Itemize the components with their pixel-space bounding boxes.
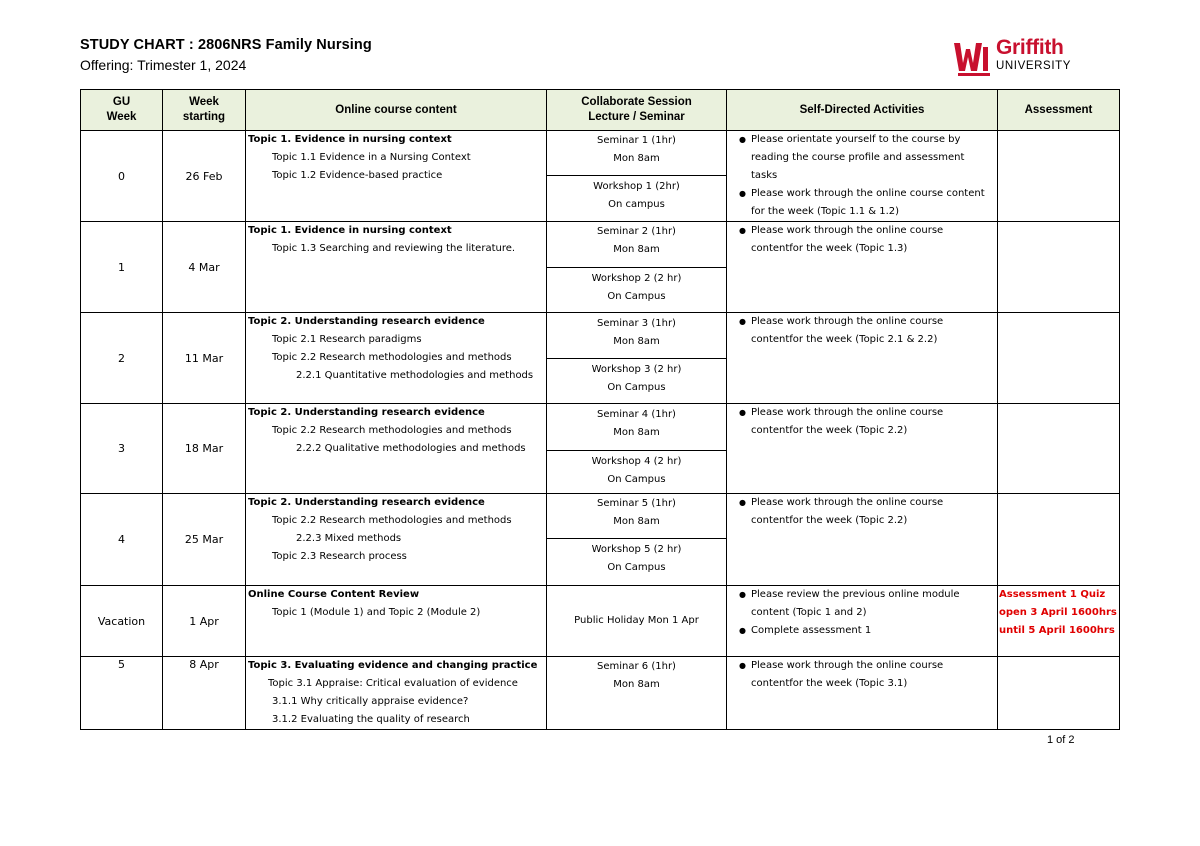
col-self-directed: Self-Directed Activities	[727, 90, 998, 131]
assessment-cell	[998, 313, 1120, 404]
content-cell: Topic 1. Evidence in nursing context Topic 1.3 Searching and reviewing the literature.	[246, 222, 547, 313]
page-title: STUDY CHART : 2806NRS Family Nursing	[80, 37, 372, 53]
assessment-cell: Assessment 1 Quiz open 3 April 1600hrs until 5 April 1600hrs	[998, 586, 1120, 657]
content-cell: Topic 1. Evidence in nursing context Topic 1.1 Evidence in a Nursing Context Topic 1.2 Evidence-based practice	[246, 131, 547, 222]
week-cell: 1	[81, 222, 163, 313]
col-week-starting: Week starting	[163, 90, 246, 131]
start-cell: 4 Mar	[163, 222, 246, 313]
self-directed-cell: ● Please work through the online course contentfor the week (Topic 2.1 & 2.2)	[727, 313, 998, 404]
self-directed-cell: ● Please review the previous online module content (Topic 1 and 2) ● Complete assessment 1	[727, 586, 998, 657]
start-cell: 18 Mar	[163, 404, 246, 494]
session-cell: Seminar 3 (1hr) Mon 8am Workshop 3 (2 hr) On Campus	[547, 313, 727, 404]
col-gu-week: GU Week	[81, 90, 163, 131]
assessment-cell	[998, 494, 1120, 586]
table-row	[81, 657, 1120, 730]
session-cell: Seminar 4 (1hr) Mon 8am Workshop 4 (2 hr) On Campus	[547, 404, 727, 494]
assessment-cell	[998, 657, 1120, 730]
assessment-cell	[998, 222, 1120, 313]
table-row	[81, 586, 1120, 657]
assessment-cell	[998, 131, 1120, 222]
start-cell: 8 Apr	[163, 657, 246, 730]
assessment-cell	[998, 404, 1120, 494]
table-row	[81, 222, 1120, 313]
header-row	[81, 90, 1120, 131]
start-cell: 1 Apr	[163, 586, 246, 657]
col-collab-session: Collaborate Session Lecture / Seminar	[547, 90, 727, 131]
week-cell: 3	[81, 404, 163, 494]
week-cell: 0	[81, 131, 163, 222]
week-cell: 4	[81, 494, 163, 586]
table-row	[81, 131, 1120, 222]
start-cell: 26 Feb	[163, 131, 246, 222]
table-row	[81, 404, 1120, 494]
content-cell: Topic 3. Evaluating evidence and changing practice Topic 3.1 Appraise: Critical evaluation of evidence 3.1.1 Why critically appraise evidence? 3.1.2 Evaluating the quality of research	[246, 657, 547, 730]
session-cell: Public Holiday Mon 1 Apr	[547, 586, 727, 657]
col-assessment: Assessment	[998, 90, 1120, 131]
col-online-content: Online course content	[246, 90, 547, 131]
content-cell: Topic 2. Understanding research evidence Topic 2.1 Research paradigms Topic 2.2 Research methodologies and methods 2.2.1 Quantitative methodologies and methods	[246, 313, 547, 404]
self-directed-cell: ● Please work through the online course contentfor the week (Topic 1.3)	[727, 222, 998, 313]
table-row	[81, 494, 1120, 586]
self-directed-cell: ● Please work through the online course contentfor the week (Topic 3.1)	[727, 657, 998, 730]
page-number: 1 of 2	[1047, 734, 1075, 746]
self-directed-cell: ● Please orientate yourself to the course by reading the course profile and assessment tasks ● Please work through the online course content for the week (Topic 1.1 & 1.2)	[727, 131, 998, 222]
offering-label: Offering: Trimester 1, 2024	[80, 57, 247, 73]
self-directed-cell: ● Please work through the online course contentfor the week (Topic 2.2)	[727, 404, 998, 494]
session-cell: Seminar 1 (1hr) Mon 8am Workshop 1 (2hr) On campus	[547, 131, 727, 222]
content-cell: Topic 2. Understanding research evidence Topic 2.2 Research methodologies and methods 2.2.3 Mixed methods Topic 2.3 Research process	[246, 494, 547, 586]
week-cell: 2	[81, 313, 163, 404]
self-directed-cell: ● Please work through the online course contentfor the week (Topic 2.2)	[727, 494, 998, 586]
logo-subtitle: UNIVERSITY	[996, 60, 1072, 72]
session-cell: Seminar 6 (1hr) Mon 8am	[547, 657, 727, 730]
session-cell: Seminar 5 (1hr) Mon 8am Workshop 5 (2 hr) On Campus	[547, 494, 727, 586]
start-cell: 25 Mar	[163, 494, 246, 586]
logo-wordmark: Griffith	[996, 36, 1064, 59]
week-cell: Vacation	[81, 586, 163, 657]
session-cell: Seminar 2 (1hr) Mon 8am Workshop 2 (2 hr) On Campus	[547, 222, 727, 313]
study-chart-table	[80, 89, 1120, 730]
table-row	[81, 313, 1120, 404]
content-cell: Online Course Content Review Topic 1 (Module 1) and Topic 2 (Module 2)	[246, 586, 547, 657]
start-cell: 11 Mar	[163, 313, 246, 404]
week-cell: 5	[81, 657, 163, 730]
content-cell: Topic 2. Understanding research evidence Topic 2.2 Research methodologies and methods 2.2.2 Qualitative methodologies and methods	[246, 404, 547, 494]
